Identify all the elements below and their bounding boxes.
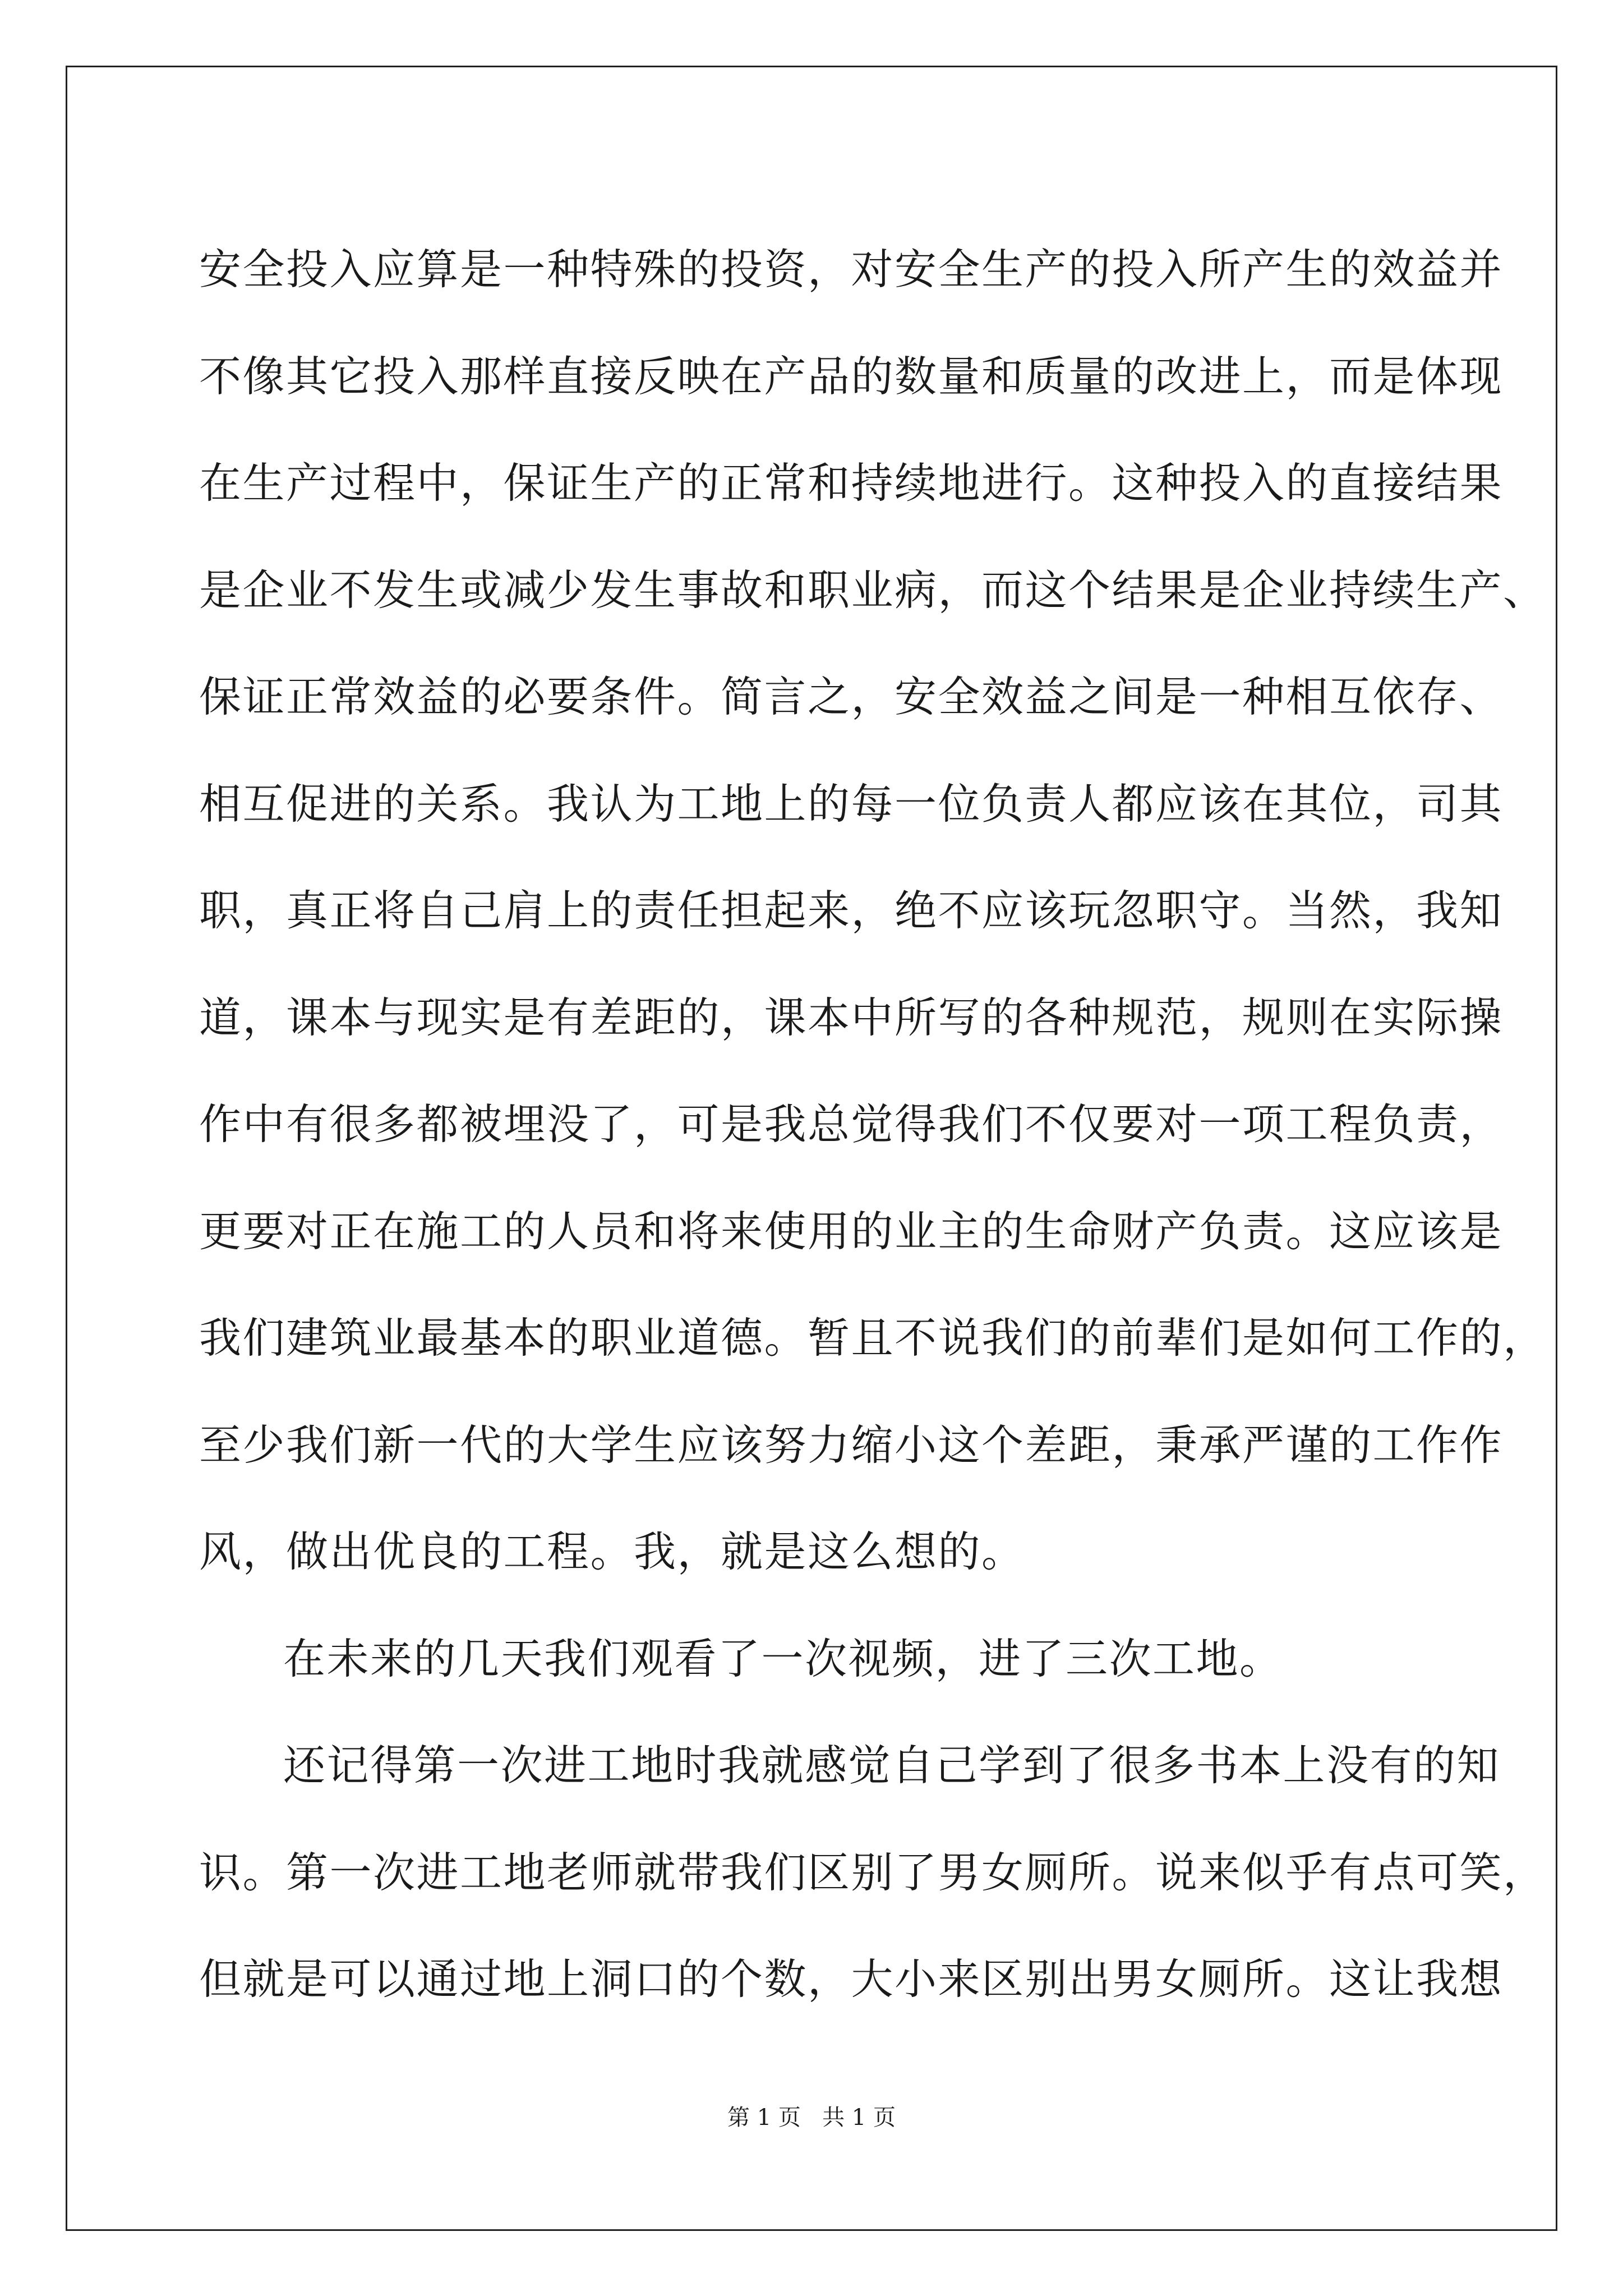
text-line: 道，课本与现实是有差距的，课本中所写的各种规范，规则在实际操 — [199, 992, 1504, 1042]
paragraph-first-line: 还记得第一次进工地时我就感觉自己学到了很多书本上没有的知 — [283, 1741, 1501, 1790]
text-line: 不像其它投入那样直接反映在产品的数量和质量的改进上，而是体现 — [199, 351, 1504, 401]
text-line: 我们建筑业最基本的职业道德。暂且不说我们的前辈们是如何工作的， — [199, 1313, 1547, 1363]
document-body — [199, 216, 1547, 2033]
paragraph-first-line: 在未来的几天我们观看了一次视频，进了三次工地。 — [283, 1634, 1283, 1683]
text-line: 保证正常效益的必要条件。简言之，安全效益之间是一种相互依存、 — [199, 672, 1504, 721]
text-line: 至少我们新一代的大学生应该努力缩小这个差距，秉承严谨的工作作 — [199, 1420, 1504, 1470]
text-line: 安全投入应算是一种特殊的投资，对安全生产的投入所产生的效益并 — [199, 245, 1504, 294]
page-number-footer: 第 1 页 共 1 页 — [727, 2105, 896, 2131]
text-line: 作中有很多都被埋没了，可是我总觉得我们不仅要对一项工程负责， — [199, 1099, 1504, 1149]
text-line: 但就是可以通过地上洞口的个数，大小来区别出男女厕所。这让我想 — [199, 1954, 1504, 2004]
text-line: 更要对正在施工的人员和将来使用的业主的生命财产负责。这应该是 — [199, 1206, 1504, 1256]
text-line: 风，做出优良的工程。我，就是这么想的。 — [199, 1527, 1025, 1576]
text-line: 识。第一次进工地老师就带我们区别了男女厕所。说来似乎有点可笑， — [199, 1847, 1547, 1897]
text-line: 职，真正将自己肩上的责任担起来，绝不应该玩忽职守。当然，我知 — [199, 886, 1504, 935]
text-line: 在生产过程中，保证生产的正常和持续地进行。这种投入的直接结果 — [199, 458, 1504, 508]
text-line: 相互促进的关系。我认为工地上的每一位负责人都应该在其位，司其 — [199, 779, 1504, 829]
text-line: 是企业不发生或减少发生事故和职业病，而这个结果是企业持续生产、 — [199, 565, 1547, 615]
